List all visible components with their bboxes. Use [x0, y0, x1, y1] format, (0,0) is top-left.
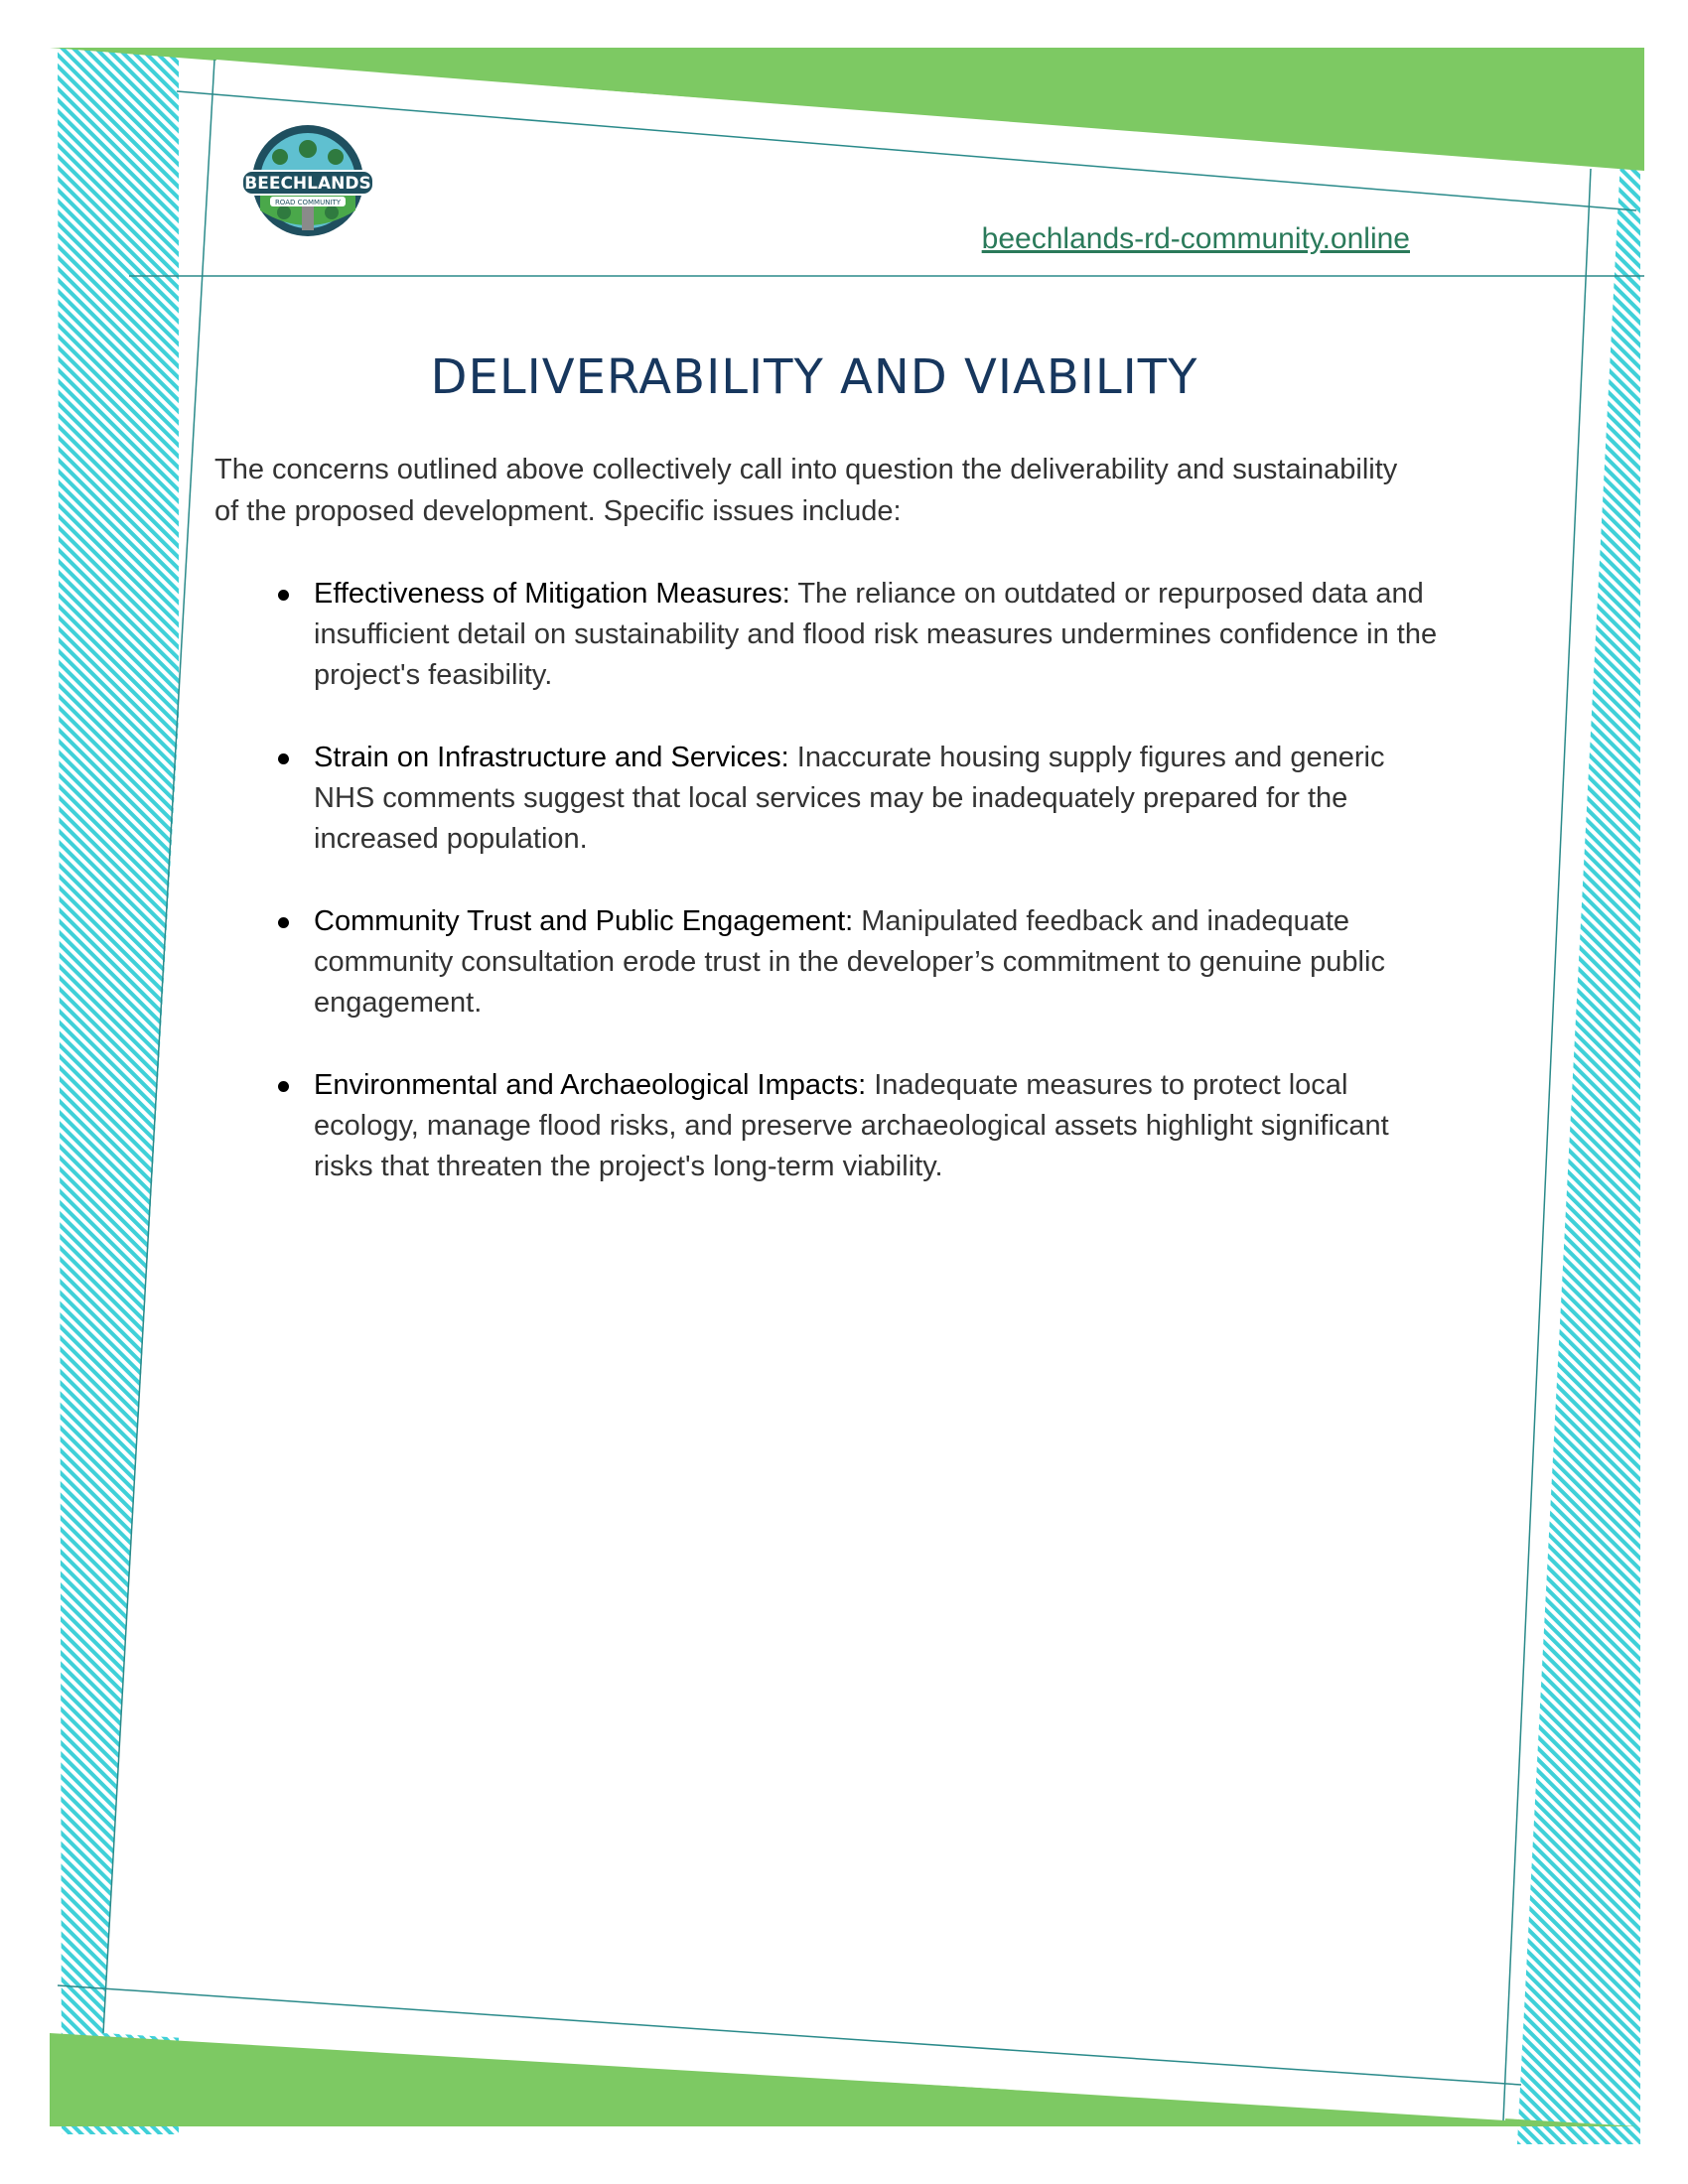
- tree-icon: [299, 140, 317, 158]
- issue-text: Inaccurate housing supply figures and generic NHS comments suggest that local services may be inadequately prepared for the increased population.: [314, 742, 1385, 855]
- beechlands-logo: [240, 121, 375, 238]
- list-item: [214, 1065, 1446, 1187]
- logo-text: BEECHLANDS: [244, 174, 371, 194]
- issue-text: The reliance on outdated or repurposed data and insufficient detail on sustainability and flood risk measures undermines confidence in the project's feasibility.: [314, 578, 1438, 691]
- bullet-icon: [278, 1081, 289, 1092]
- bullet-icon: [278, 753, 289, 764]
- issue-heading: Effectiveness of Mitigation Measures:: [314, 578, 790, 610]
- list-item: [214, 901, 1446, 1024]
- list-item: [214, 574, 1446, 696]
- website-link[interactable]: beechlands-rd-community.online: [981, 222, 1410, 255]
- tree-icon: [277, 205, 291, 219]
- issue-heading: Strain on Infrastructure and Services:: [314, 742, 789, 773]
- issue-text: Manipulated feedback and inadequate community consultation erode trust in the developer’s commitment to genuine public engagement.: [314, 905, 1385, 1019]
- issue-heading: Community Trust and Public Engagement:: [314, 905, 854, 937]
- bullet-icon: [278, 590, 289, 601]
- issues-list: [214, 574, 1446, 1229]
- intro-paragraph: The concerns outlined above collectively call into question the deliverability and sustainability of the proposed development. Specific issues include:: [214, 454, 1398, 527]
- list-item: [214, 738, 1446, 860]
- page-title: DELIVERABILITY AND VIABILITY: [430, 349, 1198, 405]
- tree-icon: [272, 149, 288, 165]
- bullet-icon: [278, 917, 289, 928]
- logo-subtext: ROAD COMMUNITY: [274, 199, 342, 206]
- issue-heading: Environmental and Archaeological Impacts:: [314, 1069, 867, 1101]
- tree-icon: [325, 205, 339, 219]
- tree-icon: [328, 149, 344, 165]
- issue-text: Inadequate measures to protect local ecology, manage flood risks, and preserve archaeological assets highlight significant risks that threaten the project's long-term viability.: [314, 1069, 1389, 1182]
